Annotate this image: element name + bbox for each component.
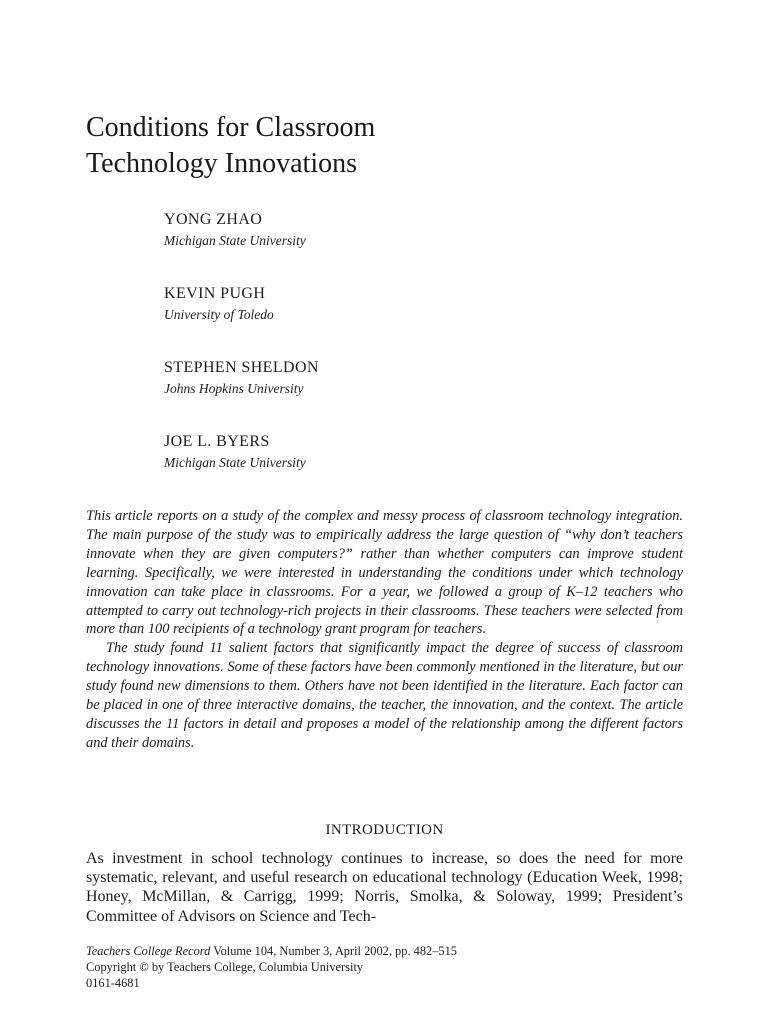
author-affiliation: Michigan State University	[164, 233, 306, 248]
author-list	[164, 209, 684, 505]
author-affiliation: Johns Hopkins University	[164, 381, 304, 396]
author-name: STEPHEN SHELDON	[164, 359, 319, 376]
article-title	[86, 110, 375, 182]
introduction-heading: INTRODUCTION	[325, 822, 444, 838]
article-title-line-2: Technology Innovations	[86, 148, 357, 179]
copyright-notice: Copyright © by Teachers College, Columbia University	[86, 959, 364, 974]
author-block	[164, 209, 684, 283]
abstract-paragraph: The study found 11 salient factors that significantly impact the degree of success of classroom technology innovations. Some of these factors have been commonly mentioned in the literature, but our study found new dimensions to them. Others have not been identified in the literature. Each factor can be placed in one of three interactive domains, the teacher, the innovation, and the context. The article discusses the 11 factors in detail and proposes a model of the relationship among the different factors and their domains.	[86, 640, 683, 751]
author-affiliation: University of Toledo	[164, 307, 274, 322]
author-affiliation: Michigan State University	[164, 455, 306, 470]
introduction-paragraph: As investment in school technology continues to increase, so does the need for more systematic, relevant, and useful research on educational technology (Education Week, 1998; Honey, McMillan, & Carrigg, 1999; Norris, Smolka, & Soloway, 1999; President’s Committee of Advisors on Science and Tech-	[86, 850, 683, 925]
journal-citation: Volume 104, Number 3, April 2002, pp. 482–515	[210, 944, 458, 958]
issn: 0161-4681	[86, 975, 140, 990]
article-title-line-1: Conditions for Classroom	[86, 112, 376, 143]
author-block	[164, 357, 684, 431]
author-name: YONG ZHAO	[164, 211, 263, 228]
author-name: KEVIN PUGH	[164, 285, 266, 302]
journal-name: Teachers College Record	[86, 944, 211, 958]
footer	[86, 944, 683, 991]
abstract-paragraph: This article reports on a study of the complex and messy process of classroom technology integration. The main purpose of the study was to empirically address the large question of “why don’t teachers innovate when they are given computers?” rather than whether computers can improve student learning. Specifically, we were interested in understanding the conditions under which technology innovation can take place in classrooms. For a year, we followed a group of K–12 teachers who attempted to carry out technology-rich projects in their classrooms. These teachers were selected from more than 100 recipients of a technology grant program for teachers.	[86, 508, 683, 638]
author-name: JOE L. BYERS	[164, 433, 270, 450]
author-block	[164, 431, 684, 505]
author-block	[164, 283, 684, 357]
abstract	[86, 507, 683, 753]
footer-citation-line	[86, 944, 683, 960]
